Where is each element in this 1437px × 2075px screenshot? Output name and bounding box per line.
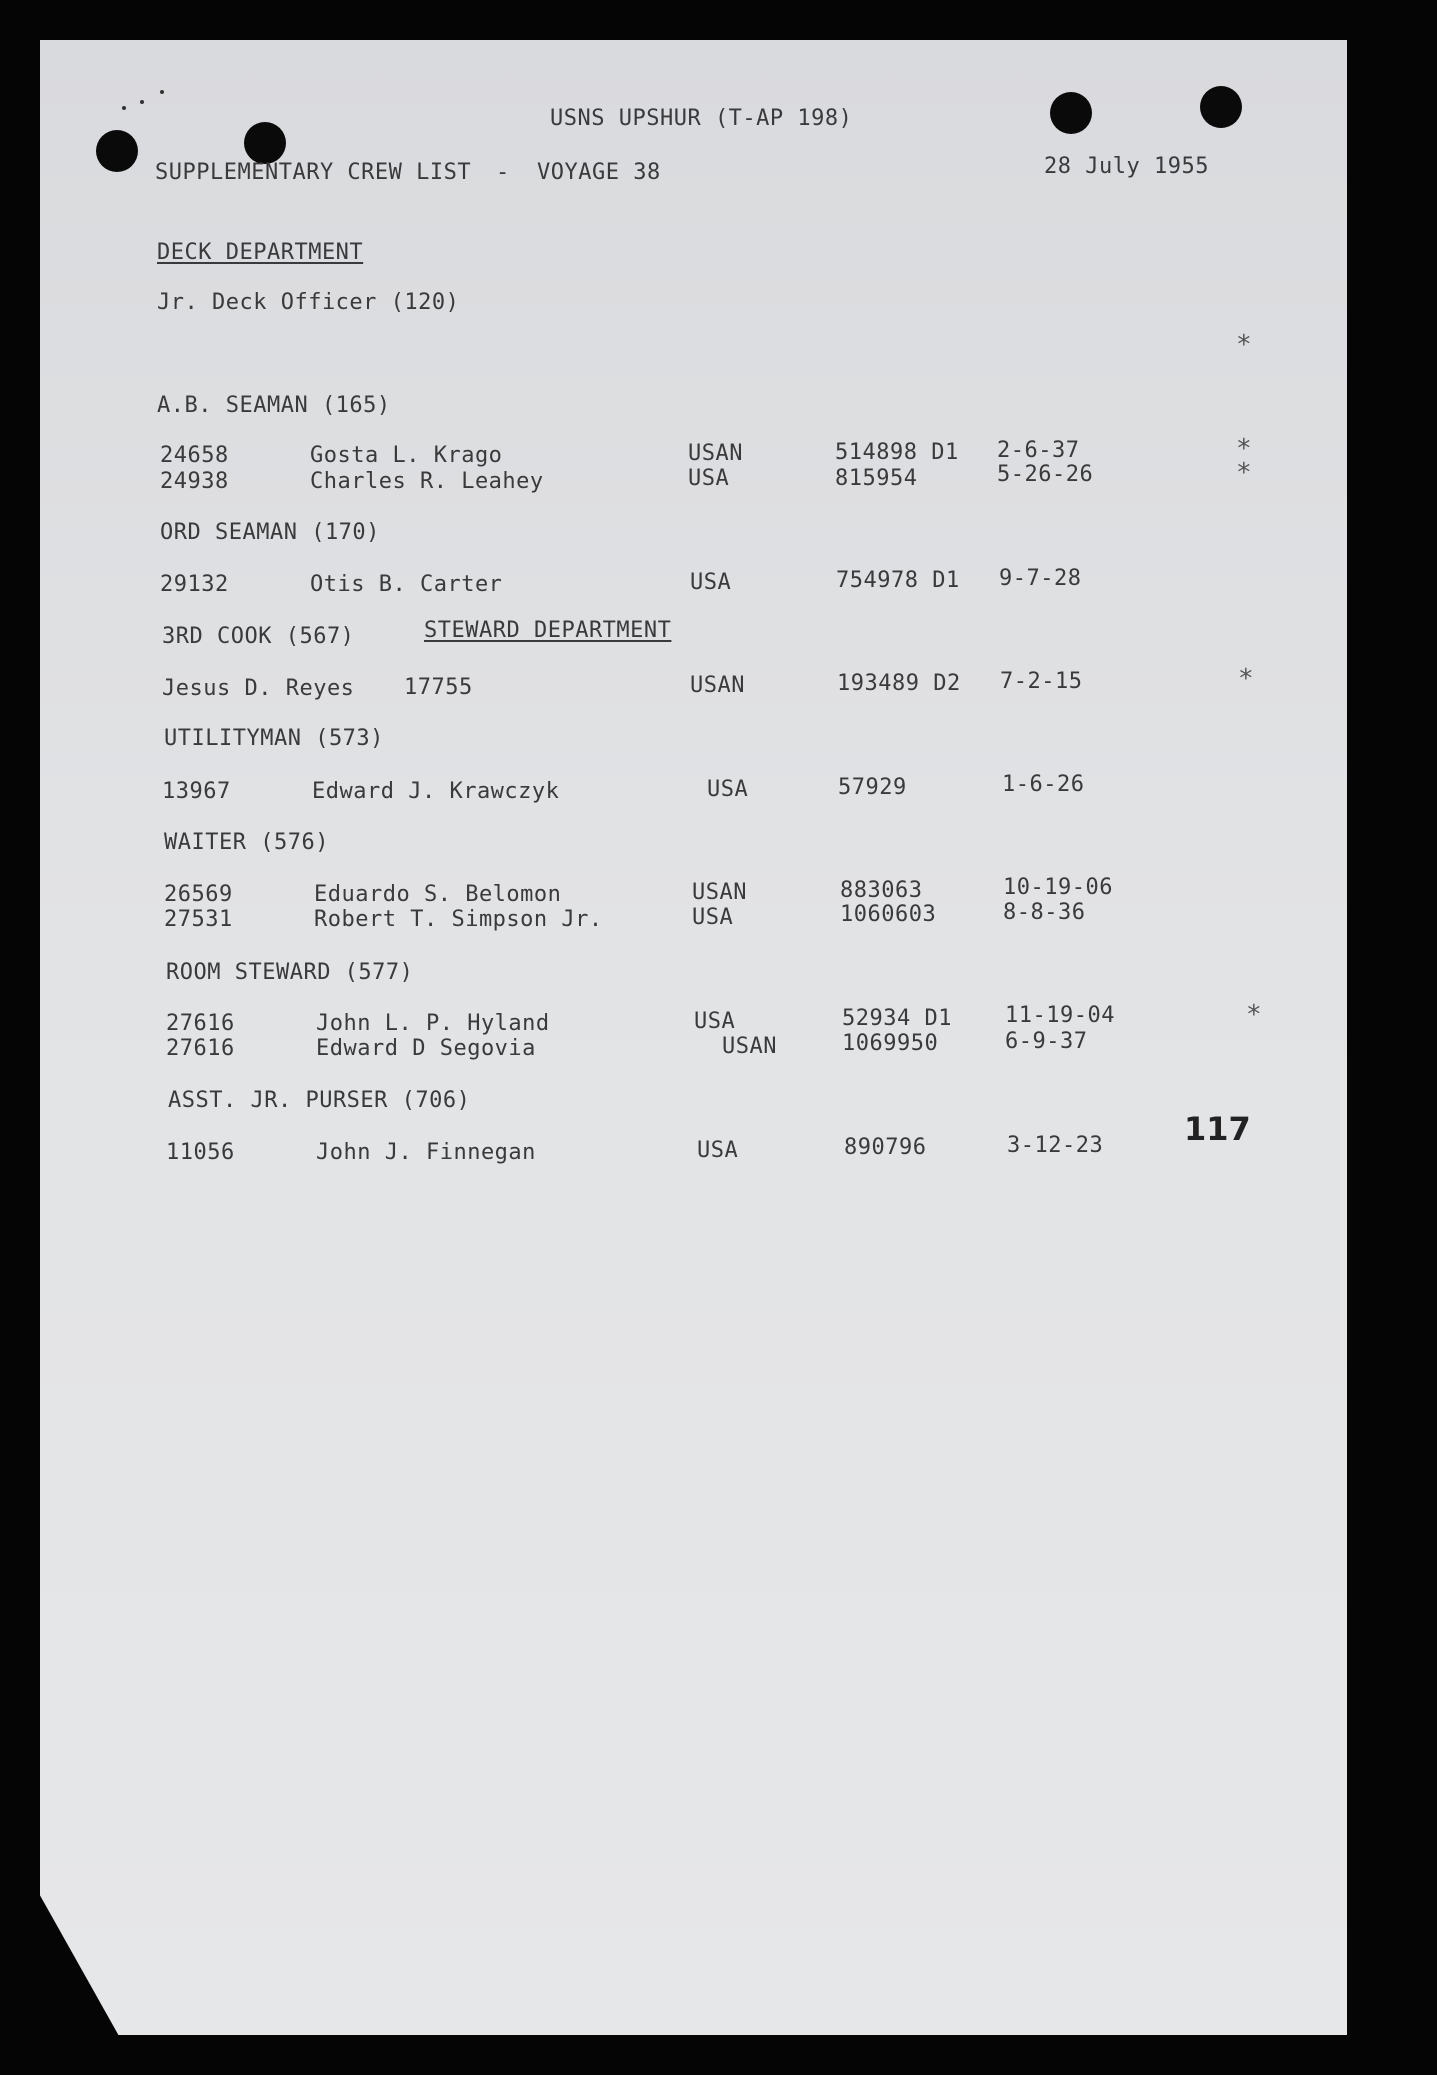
ship-title: USNS UPSHUR (T-AP 198)	[550, 106, 853, 131]
crew-number: 29132	[160, 572, 229, 597]
citizenship: USAN	[690, 673, 745, 698]
document-number: 193489 D2	[837, 671, 961, 696]
birth-date: 3-12-23	[1007, 1133, 1104, 1158]
citizenship: USA	[694, 1009, 736, 1034]
punch-hole	[244, 122, 286, 164]
punch-hole	[1050, 92, 1092, 134]
citizenship: USA	[707, 777, 749, 802]
crew-name: John L. P. Hyland	[316, 1011, 550, 1036]
document-number: 1069950	[842, 1031, 939, 1056]
category-third-cook: 3RD COOK (567)	[162, 624, 355, 649]
document-number: 1060603	[840, 902, 937, 927]
birth-date: 10-19-06	[1003, 875, 1113, 900]
citizenship: USAN	[692, 880, 747, 905]
asterisk-mark: *	[1236, 330, 1252, 360]
crew-name: Eduardo S. Belomon	[314, 882, 562, 907]
document-number: 57929	[838, 775, 907, 800]
crew-number: 17755	[404, 675, 473, 700]
category-ab-seaman: A.B. SEAMAN (165)	[157, 393, 391, 418]
asterisk-mark: *	[1236, 434, 1252, 464]
crew-name: Edward J. Krawczyk	[312, 779, 560, 804]
category-utilityman: UTILITYMAN (573)	[164, 726, 384, 751]
steward-department-heading: STEWARD DEPARTMENT	[424, 618, 672, 643]
citizenship: USA	[697, 1138, 739, 1163]
ink-speck	[160, 90, 164, 94]
document-number: 754978 D1	[836, 568, 960, 593]
birth-date: 6-9-37	[1005, 1029, 1088, 1054]
birth-date: 7-2-15	[1000, 669, 1083, 694]
list-title: SUPPLEMENTARY CREW LIST	[155, 160, 472, 185]
crew-name: John J. Finnegan	[316, 1140, 536, 1165]
citizenship: USAN	[722, 1034, 777, 1059]
document-number: 52934 D1	[842, 1006, 952, 1031]
crew-name: Robert T. Simpson Jr.	[314, 907, 603, 932]
birth-date: 1-6-26	[1002, 772, 1085, 797]
birth-date: 5-26-26	[997, 462, 1094, 487]
crew-number: 27616	[166, 1011, 235, 1036]
birth-date: 11-19-04	[1005, 1003, 1115, 1028]
document-number: 890796	[844, 1135, 927, 1160]
category-asst-jr-purser: ASST. JR. PURSER (706)	[168, 1088, 471, 1113]
punch-hole	[1200, 86, 1242, 128]
crew-number: 26569	[164, 882, 233, 907]
crew-number: 27531	[164, 907, 233, 932]
citizenship: USAN	[688, 441, 743, 466]
crew-name: Otis B. Carter	[310, 572, 503, 597]
citizenship: USA	[692, 905, 734, 930]
crew-number: 11056	[166, 1140, 235, 1165]
document-number: 883063	[840, 878, 923, 903]
category-room-steward: ROOM STEWARD (577)	[166, 960, 414, 985]
birth-date: 9-7-28	[999, 566, 1082, 591]
document-number: 815954	[835, 466, 918, 491]
ink-speck	[122, 106, 126, 110]
punch-hole	[96, 130, 138, 172]
category-waiter: WAITER (576)	[164, 830, 329, 855]
ink-speck	[140, 100, 144, 104]
birth-date: 8-8-36	[1003, 900, 1086, 925]
citizenship: USA	[690, 570, 732, 595]
crew-number: 13967	[162, 779, 231, 804]
title-dash: -	[496, 160, 510, 185]
crew-name: Edward D Segovia	[316, 1036, 536, 1061]
document-page	[40, 40, 1347, 2035]
asterisk-mark: *	[1238, 664, 1254, 694]
birth-date: 2-6-37	[997, 438, 1080, 463]
citizenship: USA	[688, 466, 730, 491]
crew-number: 24938	[160, 469, 229, 494]
asterisk-mark: *	[1236, 458, 1252, 488]
deck-department-heading: DECK DEPARTMENT	[157, 240, 364, 265]
crew-name: Charles R. Leahey	[310, 469, 544, 494]
page-number: 117	[1184, 1110, 1251, 1148]
voyage-label: VOYAGE 38	[537, 160, 661, 185]
category-jr-deck-officer: Jr. Deck Officer (120)	[157, 290, 460, 315]
document-number: 514898 D1	[835, 440, 959, 465]
category-ord-seaman: ORD SEAMAN (170)	[160, 520, 380, 545]
crew-name: Jesus D. Reyes	[162, 676, 355, 701]
list-date: 28 July 1955	[1044, 154, 1209, 179]
crew-name: Gosta L. Krago	[310, 443, 503, 468]
crew-number: 27616	[166, 1036, 235, 1061]
asterisk-mark: *	[1246, 1000, 1262, 1030]
crew-number: 24658	[160, 443, 229, 468]
